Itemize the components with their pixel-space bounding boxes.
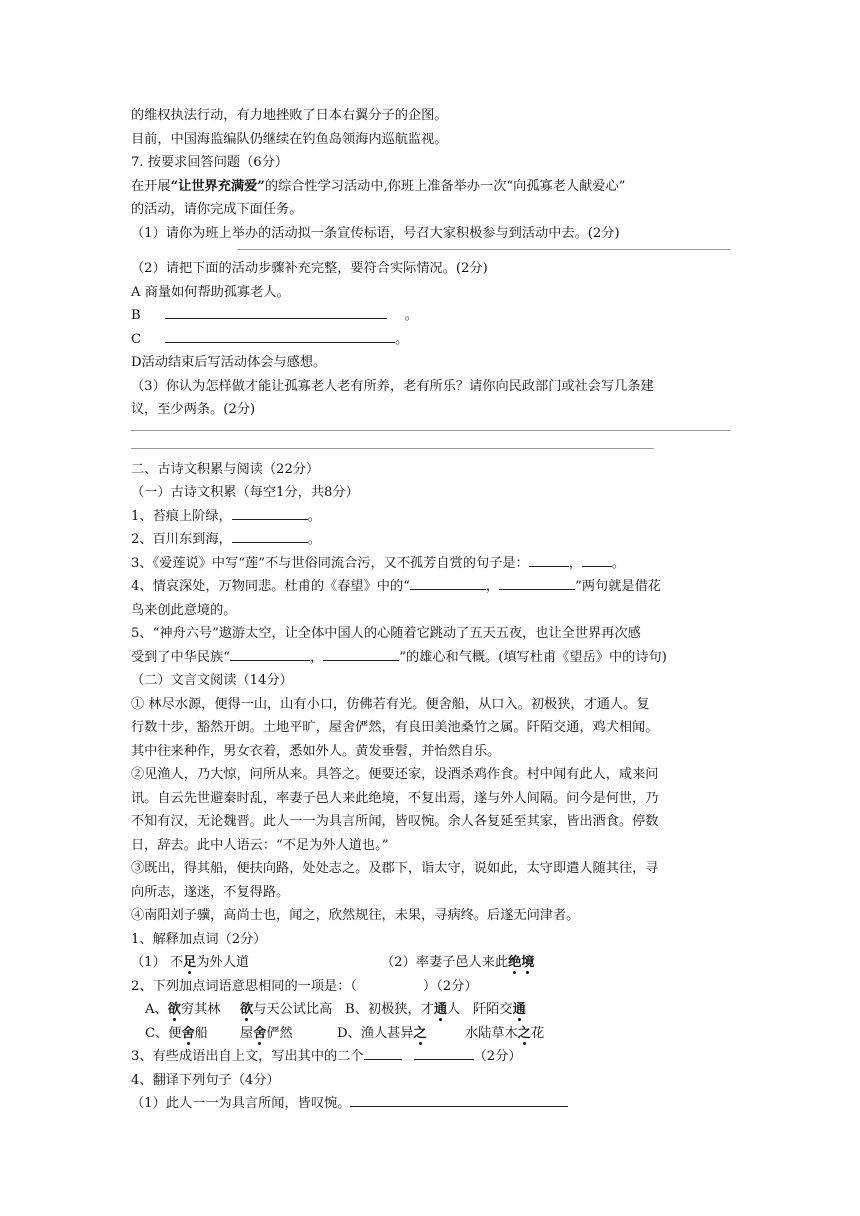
section-2-2-title: （二）文言文阅读（14分）: [131, 673, 293, 688]
reading-q1: 1、解释加点词（2分）: [131, 931, 267, 947]
text-line: 鸟来创此意境的。: [131, 602, 237, 618]
bold-theme: “让世界充满爱”: [170, 178, 265, 194]
text-span: （2分）: [473, 1049, 522, 1064]
reading-q3: [131, 1045, 731, 1069]
text-span: ，: [568, 555, 582, 571]
text-span: （1）此人一一为具言所闻，皆叹惋。: [131, 1096, 351, 1111]
text-span: 船: [194, 1025, 208, 1041]
option-b-1: [345, 998, 473, 1022]
text-span: 穷其林: [180, 1002, 221, 1017]
document-page: [131, 104, 731, 1116]
dotted-char: 欲: [240, 1002, 254, 1017]
text-span: 俨然: [266, 1025, 293, 1041]
passage-line: ②见渔人，乃大惊，问所从来。具答之。便要还家，设酒杀鸡作食。村中闻有此人，咸来问: [131, 767, 659, 782]
text-line: 的活动，请你完成下面任务。: [131, 202, 303, 217]
text-span: ”两句就是借花: [575, 579, 661, 594]
text-span: 。: [404, 308, 418, 323]
reading-q3-blank-1[interactable]: [364, 1045, 402, 1060]
poem-q4-blank-1[interactable]: [410, 575, 486, 590]
answer-line[interactable]: [237, 249, 731, 250]
reading-q1-1: [131, 951, 381, 975]
passage-line: ④南阳刘子骥，高尚士也，闻之，欣然规往，未果，寻病终。后遂无问津者。: [131, 908, 580, 923]
question-7-intro: [131, 175, 731, 199]
text-span: 1、苔痕上阶绿，: [131, 508, 232, 524]
passage-line: ① 林尽水源，便得一山，山有小口，仿佛若有光。便舍船，从口入。初极狭，才通人。复: [131, 696, 650, 712]
text-span: A、: [145, 1002, 168, 1017]
dotted-char: 绝: [508, 955, 522, 970]
text-span: 2、下列加点词语意思相同的一项是：（: [131, 978, 357, 994]
step-b-blank[interactable]: [165, 304, 387, 319]
text-span: 。: [395, 331, 409, 347]
text-span: 受到了中华民族“: [131, 649, 231, 665]
question-7-2: （2）请把下面的活动步骤补充完整，要符合实际情况。(2分): [131, 261, 488, 276]
reading-q1-items: [131, 951, 731, 975]
step-b: [131, 304, 731, 328]
option-a-2: [240, 998, 345, 1022]
dotted-char: 境: [521, 955, 535, 970]
text-span: 2、百川东到海，: [131, 532, 232, 547]
step-c-blank[interactable]: [165, 328, 395, 343]
text-span: 在开展: [131, 178, 171, 194]
text-span: ）（2分）: [422, 978, 478, 994]
poem-q1-blank[interactable]: [232, 505, 308, 520]
text-span: 与天公试比高: [253, 1002, 333, 1017]
text-span: 。: [611, 555, 626, 571]
reading-q3-blank-2[interactable]: [414, 1045, 474, 1060]
step-c: [131, 328, 731, 352]
text-line: 议，至少两条。(2分): [131, 402, 256, 417]
dotted-char: 之: [517, 1025, 531, 1041]
dotted-char: 欲: [167, 1002, 181, 1017]
question-7-title: 7. 按要求回答问题（6分）: [131, 155, 289, 170]
section-2-title: 二、古诗文积累与阅读（22分）: [131, 461, 320, 477]
reading-q1-2: [381, 955, 534, 970]
question-7-3: （3）你认为怎样做才能让孤寡老人老有所养，老有所乐？请你向民政部门或社会写几条建: [131, 378, 654, 394]
text-span: C、便: [145, 1025, 182, 1041]
text-span: （1） 不: [131, 955, 184, 970]
question-7-1: （1）请你为班上举办的活动拟一条宣传标语，号召大家积极参与到活动中去。(2分): [131, 225, 620, 241]
step-a: A 商量如何帮助孤寡老人。: [131, 284, 290, 300]
text-span: 的综合性学习活动中,你班上准备举办一次“向孤寡老人献爱心”: [264, 178, 626, 194]
passage-line: 不知有汉，无论魏晋。此人一一为具言所闻，皆叹惋。余人各复延至其家，皆出酒食。停数: [131, 814, 659, 829]
text-span: 4、情哀深处，万物同悲。杜甫的《春望》中的“: [131, 579, 410, 594]
text-span: （2）率妻子邑人来此: [381, 955, 509, 970]
passage-line: 讯。自云先世避秦时乱，率妻子邑人来此绝境，不复出焉，遂与外人间隔。问今是何世，乃: [131, 790, 659, 806]
answer-line[interactable]: [131, 430, 731, 431]
text-span: 为外人道: [196, 955, 250, 970]
text-span: 3、《爱莲说》中写“莲”不与世俗同流合污，又不孤芳自赏的句子是：: [131, 555, 529, 571]
text-span: 。: [307, 508, 321, 524]
poem-q4: [131, 575, 731, 599]
poem-q3-blank-2[interactable]: [582, 552, 612, 567]
dotted-char: 通: [512, 1002, 526, 1017]
answer-lines: [131, 422, 731, 444]
text-line: 目前，中国海监编队仍继续在钓鱼岛领海内巡航监视。: [131, 131, 448, 147]
answer-line[interactable]: [131, 448, 654, 449]
passage-line: 其中往来种作，男女衣着，悉如外人。黄发垂髫，并怡然自乐。: [131, 743, 501, 759]
text-span: 花: [530, 1025, 545, 1041]
poem-q5-blank-1[interactable]: [230, 646, 310, 661]
option-b-2: [473, 1002, 526, 1017]
poem-q5-cont: [131, 646, 731, 670]
reading-q4-1: [131, 1092, 731, 1116]
dotted-char: 舍: [253, 1025, 267, 1041]
option-d-2: [465, 1026, 544, 1041]
option-c-1: [145, 1022, 240, 1046]
text-span: 阡陌交: [473, 1002, 513, 1017]
option-c-2: [240, 1022, 337, 1046]
text-span: ，: [310, 649, 324, 665]
poem-q5: 5、“神舟六号”遨游太空，让全体中国人的心随着它跳动了五天五夜，也让全世界再次感: [131, 626, 641, 641]
text-span: 3、有些成语出自上文，写出其中的二个: [131, 1049, 364, 1064]
dotted-char: 通: [433, 1002, 448, 1017]
text-span: ”的雄心和气概。(填写杜甫《望岳》中的诗句): [399, 649, 667, 665]
poem-q2-blank[interactable]: [232, 528, 308, 543]
option-a-1: [145, 998, 240, 1022]
text-span: 。: [307, 532, 321, 547]
answer-line-wrap: [131, 245, 731, 257]
dotted-char: 足: [183, 955, 197, 970]
reading-q4: 4、翻译下列句子（4分）: [131, 1072, 280, 1088]
poem-q5-blank-2[interactable]: [323, 646, 399, 661]
step-d: D活动结束后写活动体会与感想。: [131, 355, 327, 370]
passage-line: 行数十步，豁然开朗。土地平旷，屋舍俨然，有良田美池桑竹之属。阡陌交通，鸡犬相闻。: [131, 720, 659, 735]
reading-q2-options-cd: [131, 1022, 731, 1046]
dotted-char: 之: [413, 1025, 427, 1041]
answer-lines: [131, 444, 731, 458]
text-span: B、初极狭，才: [345, 1002, 434, 1017]
text-span: 人: [447, 1002, 461, 1017]
text-line: 的维权执法行动，有力地挫败了日本右翼分子的企图。: [131, 108, 448, 123]
poem-q3-blank-1[interactable]: [529, 552, 569, 567]
reading-q4-1-blank[interactable]: [350, 1092, 568, 1107]
step-label: B: [131, 308, 141, 323]
poem-q1: [131, 505, 731, 529]
passage-line: 日，辞去。此中人语云：“不足为外人道也。”: [131, 837, 389, 853]
section-2-1-title: （一）古诗文积累（每空1分，共8分）: [131, 485, 359, 500]
poem-q2: [131, 528, 731, 552]
text-span: 屋: [240, 1025, 254, 1041]
text-span: 水陆草木: [465, 1025, 518, 1041]
text-span: D、渔人甚异: [337, 1025, 414, 1041]
text-span: ，: [485, 579, 500, 594]
poem-q4-blank-2[interactable]: [499, 575, 575, 590]
passage-line: 向所志，遂迷，不复得路。: [131, 884, 290, 900]
dotted-char: 舍: [181, 1025, 195, 1041]
passage-line: ③既出，得其船，便扶向路，处处志之。及郡下，诣太守，说如此，太守即遣人随其往，寻: [131, 861, 659, 876]
step-label: C: [131, 331, 142, 347]
reading-q2: [131, 975, 731, 999]
poem-q3: [131, 552, 731, 576]
reading-q2-options-ab: [131, 998, 731, 1022]
option-d-1: [337, 1022, 465, 1046]
